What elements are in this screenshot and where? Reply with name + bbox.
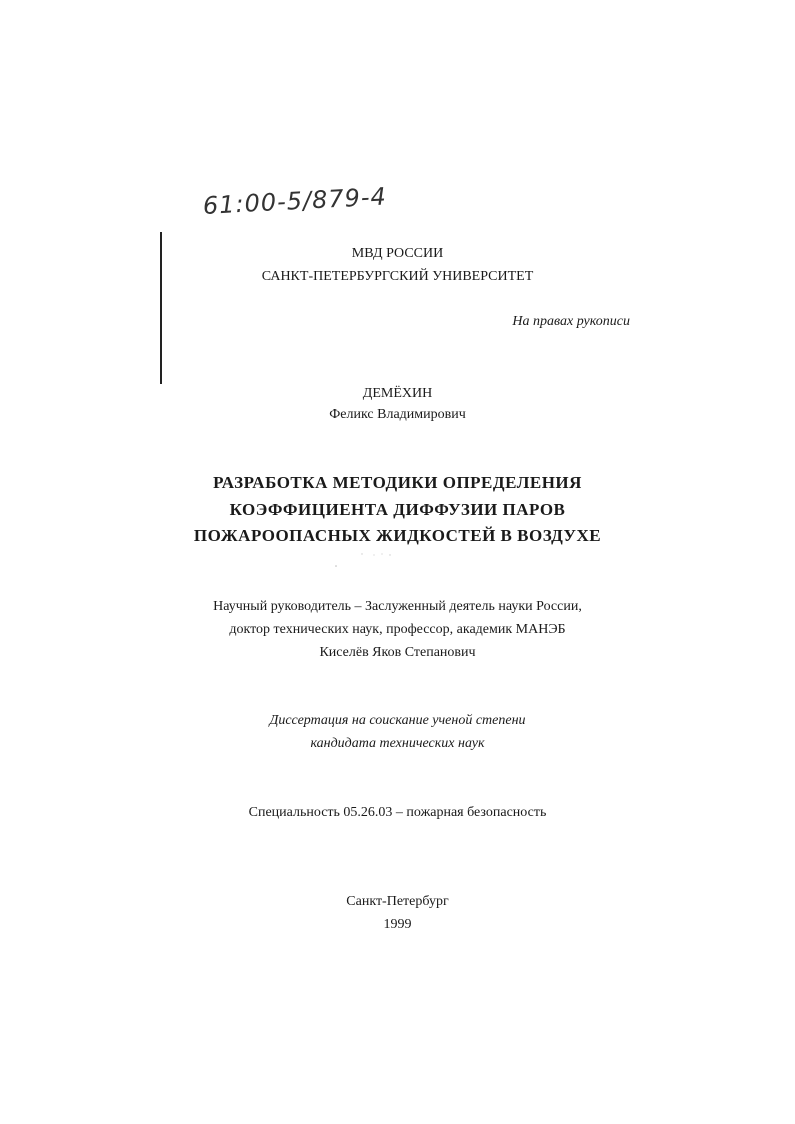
- ministry-name: МВД РОССИИ: [351, 246, 444, 261]
- degree-line-2: кандидата технических наук: [310, 736, 485, 751]
- title-line-1: РАЗРАБОТКА МЕТОДИКИ ОПРЕДЕЛЕНИЯ: [213, 473, 582, 492]
- city: Санкт-Петербург: [346, 894, 449, 909]
- title-line-2: КОЭФФИЦИЕНТА ДИФФУЗИИ ПАРОВ: [229, 500, 566, 519]
- university-name: САНКТ-ПЕТЕРБУРГСКИЙ УНИВЕРСИТЕТ: [261, 269, 534, 284]
- author-surname: ДЕМЁХИН: [362, 386, 433, 401]
- archive-mark: 61:00-5/879-4: [202, 182, 388, 220]
- scan-specks: [330, 548, 410, 572]
- title-line-3: ПОЖАРООПАСНЫХ ЖИДКОСТЕЙ В ВОЗДУХЕ: [193, 526, 602, 545]
- rights-note: На правах рукописи: [512, 314, 630, 329]
- supervisor-line-1: Научный руководитель – Заслуженный деятель науки России,: [213, 599, 582, 614]
- supervisor-name: Киселёв Яков Степанович: [319, 645, 476, 660]
- degree-line-1: Диссертация на соискание ученой степени: [269, 713, 526, 728]
- year: 1999: [383, 917, 412, 932]
- specialty: Специальность 05.26.03 – пожарная безопасность: [248, 805, 547, 820]
- author-given-names: Феликс Владимирович: [329, 407, 466, 422]
- supervisor-line-2: доктор технических наук, профессор, академик МАНЭБ: [229, 622, 566, 637]
